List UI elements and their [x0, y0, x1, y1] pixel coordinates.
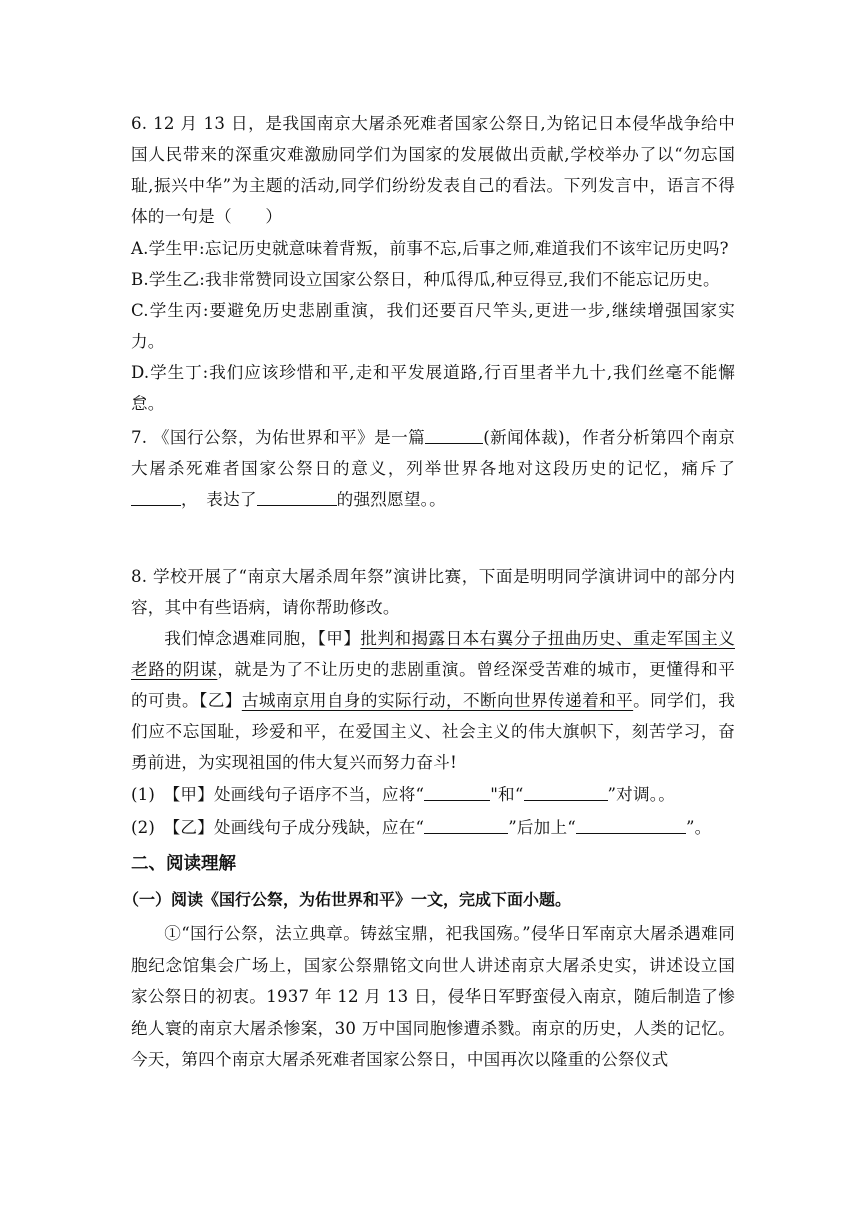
question-6-stem: 6. 12 月 13 日，是我国南京大屠杀死难者国家公祭日,为铭记日本侵华战争给中国人民带来的深重灾难激励同学们为国家的发展做出贡献,学校举办了以“勿忘国耻,振兴中华”为主题的活动,同学们纷纷发表自己的看法。下列发言中，语言不得体的一句是（ ） — [131, 114, 735, 226]
underlined-sentence-yi: 古城南京用自身的实际行动，不断向世界传递着和平 — [241, 691, 634, 710]
question-6-option-b: B.学生乙:我非常赞同设立国家公祭日，种瓜得瓜,种豆得豆,我们不能忘记历史。 — [131, 270, 720, 289]
question-6-option-a: A.学生甲:忘记历史就意味着背叛，前事不忘,后事之师,难道我们不该牢记历史吗? — [131, 239, 729, 258]
sub-question-1 — [131, 778, 735, 811]
passage-paragraph-1: ①“国行公祭，法立典章。铸兹宝鼎，祀我国殇。”侵华日军南京大屠杀遇难同胞纪念馆集会广场上，国家公祭鼎铭文向世人讲述南京大屠杀史实，讲述设立国家公祭日的初衷。1937 年 12 月 13 日，侵华日军野蛮侵入南京，随后制造了惨绝人寰的南京大屠杀惨案，30 万中国同胞惨遭杀戮。南京的历史，人类的记忆。今天，第四个南京大屠杀死难者国家公祭日，中国再次以隆重的公祭仪式 — [131, 924, 735, 1069]
spacer — [131, 515, 735, 561]
label-yi: 【乙】 — [199, 691, 242, 710]
question-7-text-4: 的强烈愿望。。 — [336, 490, 446, 509]
section-title: 二、阅读理解 — [131, 854, 236, 874]
sub-question-2-text-c: ”。 — [685, 818, 712, 837]
label-jia: 【甲】 — [317, 629, 361, 648]
answer-blank-position[interactable] — [424, 815, 508, 834]
question-7 — [131, 422, 735, 515]
passage-text-a: 我们悼念遇难同胞， — [164, 629, 318, 648]
sub-question-2-text-a: (2) 【乙】处画线句子成分残缺，应在“ — [131, 818, 425, 837]
question-7-text-1: 7. 《国行公祭，为佑世界和平》是一篇 — [131, 428, 426, 447]
question-7-text-2: (新闻体裁)，作者分析第四个南京大屠杀死难者国家公祭日的意义，列举世界各地对这段历史的记忆，痛斥了 — [131, 428, 736, 478]
answer-blank-swap-2[interactable] — [524, 782, 608, 801]
underlined-sentence-jia: 批判和揭露日本右翼分子扭曲历史、重走军国主义老路的阴谋 — [131, 629, 735, 679]
answer-blank-swap-1[interactable] — [424, 782, 490, 801]
speech-passage — [131, 623, 735, 778]
question-7-text-3: ， 表达了 — [181, 490, 257, 509]
sub-question-1-text-b: "和“ — [490, 785, 524, 804]
sub-question-2-text-b: ”后加上“ — [508, 818, 576, 837]
answer-blank-wish[interactable] — [257, 487, 337, 506]
passage-text-c: 。同学们，我们应不忘国耻，珍爱和平，在爱国主义、社会主义的伟大旗帜下，刻苦学习，奋勇前进，为实现祖国的伟大复兴而努力奋斗! — [131, 691, 735, 772]
sub-question-2 — [131, 811, 735, 844]
reading-subtitle: （一）阅读《国行公祭，为佑世界和平》一文，完成下面小题。 — [123, 890, 572, 909]
passage-text-b: ，就是为了不让历史的悲剧重演。曾经深受苦难的城市，更懂得和平的可贵。 — [131, 660, 736, 710]
question-8-stem: 8. 学校开展了“南京大屠杀周年祭”演讲比赛，下面是明明同学演讲词中的部分内容，其中有些语病，请你帮助修改。 — [131, 567, 735, 617]
answer-blank-genre[interactable] — [425, 425, 483, 444]
answer-blank-addition[interactable] — [576, 815, 686, 834]
question-6-option-c: C.学生丙:要避免历史悲剧重演，我们还要百尺竿头,更进一步,继续增强国家实力。 — [131, 301, 735, 351]
answer-blank-condemn[interactable] — [131, 487, 181, 506]
sub-question-1-text-a: (1) 【甲】处画线句子语序不当，应将“ — [131, 785, 425, 804]
question-6-option-d: D.学生丁:我们应该珍惜和平,走和平发展道路,行百里者半九十,我们丝毫不能懈怠。 — [131, 363, 735, 413]
reading-passage — [131, 918, 735, 1076]
question-8-subquestions — [131, 778, 735, 844]
sub-question-1-text-c: ”对调。。 — [607, 785, 676, 804]
